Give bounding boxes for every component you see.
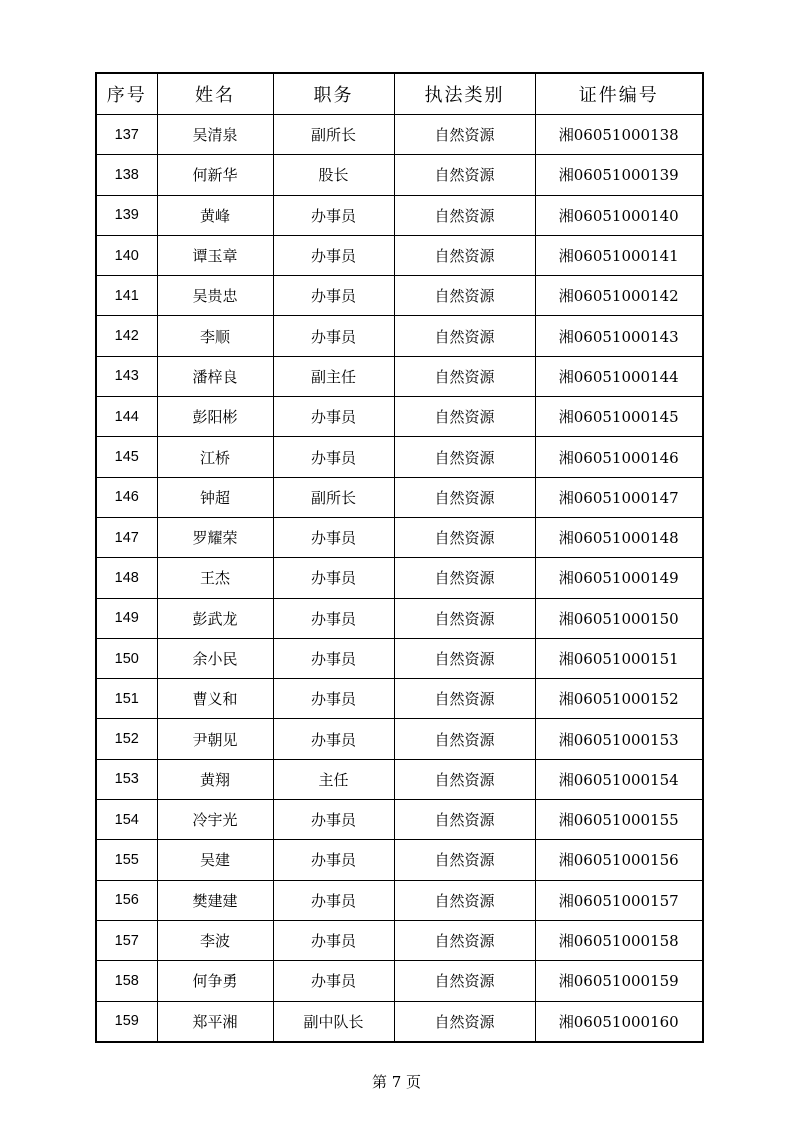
cell-certificate-number: 湘06051000152 [535, 679, 703, 719]
table-row [96, 155, 703, 195]
cell-category: 自然资源 [394, 397, 535, 437]
cell-name: 罗耀荣 [157, 517, 273, 557]
cell-name: 王杰 [157, 558, 273, 598]
roster-table [95, 72, 704, 1043]
cell-serial: 140 [96, 235, 157, 275]
cell-name: 郑平湘 [157, 1001, 273, 1042]
cell-certificate-number: 湘06051000150 [535, 598, 703, 638]
cell-certificate-number: 湘06051000142 [535, 276, 703, 316]
cell-position: 办事员 [273, 920, 394, 960]
cell-position: 办事员 [273, 276, 394, 316]
cell-category: 自然资源 [394, 437, 535, 477]
cell-certificate-number: 湘06051000151 [535, 638, 703, 678]
cell-name: 彭阳彬 [157, 397, 273, 437]
table-row [96, 316, 703, 356]
cell-certificate-number: 湘06051000159 [535, 961, 703, 1001]
cell-serial: 149 [96, 598, 157, 638]
cell-serial: 148 [96, 558, 157, 598]
cell-name: 谭玉章 [157, 235, 273, 275]
cell-certificate-number: 湘06051000144 [535, 356, 703, 396]
cell-position: 股长 [273, 155, 394, 195]
table-row [96, 195, 703, 235]
table-row [96, 638, 703, 678]
cell-category: 自然资源 [394, 638, 535, 678]
cell-position: 副所长 [273, 477, 394, 517]
cell-category: 自然资源 [394, 679, 535, 719]
cell-certificate-number: 湘06051000138 [535, 115, 703, 155]
table-row [96, 719, 703, 759]
cell-category: 自然资源 [394, 920, 535, 960]
cell-serial: 143 [96, 356, 157, 396]
cell-category: 自然资源 [394, 356, 535, 396]
cell-name: 李顺 [157, 316, 273, 356]
cell-category: 自然资源 [394, 1001, 535, 1042]
cell-category: 自然资源 [394, 759, 535, 799]
cell-name: 曹义和 [157, 679, 273, 719]
table-row [96, 679, 703, 719]
cell-category: 自然资源 [394, 840, 535, 880]
cell-position: 副主任 [273, 356, 394, 396]
cell-certificate-number: 湘06051000139 [535, 155, 703, 195]
cell-category: 自然资源 [394, 477, 535, 517]
cell-position: 办事员 [273, 195, 394, 235]
cell-certificate-number: 湘06051000158 [535, 920, 703, 960]
cell-certificate-number: 湘06051000140 [535, 195, 703, 235]
cell-category: 自然资源 [394, 276, 535, 316]
cell-name: 何争勇 [157, 961, 273, 1001]
cell-name: 潘梓良 [157, 356, 273, 396]
cell-serial: 146 [96, 477, 157, 517]
cell-position: 副中队长 [273, 1001, 394, 1042]
header-certificate-number: 证件编号 [535, 73, 703, 115]
table-row [96, 961, 703, 1001]
table-row [96, 356, 703, 396]
cell-position: 办事员 [273, 517, 394, 557]
cell-serial: 145 [96, 437, 157, 477]
cell-position: 办事员 [273, 679, 394, 719]
cell-name: 吴清泉 [157, 115, 273, 155]
table-row [96, 840, 703, 880]
cell-serial: 151 [96, 679, 157, 719]
cell-position: 主任 [273, 759, 394, 799]
cell-category: 自然资源 [394, 800, 535, 840]
cell-serial: 159 [96, 1001, 157, 1042]
cell-serial: 153 [96, 759, 157, 799]
cell-position: 办事员 [273, 598, 394, 638]
cell-certificate-number: 湘06051000147 [535, 477, 703, 517]
cell-category: 自然资源 [394, 115, 535, 155]
cell-name: 江桥 [157, 437, 273, 477]
cell-serial: 142 [96, 316, 157, 356]
cell-category: 自然资源 [394, 195, 535, 235]
cell-serial: 155 [96, 840, 157, 880]
cell-certificate-number: 湘06051000153 [535, 719, 703, 759]
cell-position: 办事员 [273, 880, 394, 920]
cell-serial: 150 [96, 638, 157, 678]
cell-position: 办事员 [273, 558, 394, 598]
cell-name: 黄峰 [157, 195, 273, 235]
cell-certificate-number: 湘06051000141 [535, 235, 703, 275]
cell-category: 自然资源 [394, 316, 535, 356]
cell-name: 何新华 [157, 155, 273, 195]
cell-name: 彭武龙 [157, 598, 273, 638]
cell-position: 办事员 [273, 800, 394, 840]
cell-position: 办事员 [273, 638, 394, 678]
cell-certificate-number: 湘06051000149 [535, 558, 703, 598]
cell-name: 李波 [157, 920, 273, 960]
table-row [96, 800, 703, 840]
table-row [96, 880, 703, 920]
header-serial: 序号 [96, 73, 157, 115]
table-row [96, 235, 703, 275]
cell-position: 副所长 [273, 115, 394, 155]
cell-serial: 144 [96, 397, 157, 437]
cell-category: 自然资源 [394, 558, 535, 598]
cell-category: 自然资源 [394, 961, 535, 1001]
cell-category: 自然资源 [394, 517, 535, 557]
cell-category: 自然资源 [394, 598, 535, 638]
table-row [96, 517, 703, 557]
cell-serial: 152 [96, 719, 157, 759]
cell-serial: 157 [96, 920, 157, 960]
table-row [96, 477, 703, 517]
cell-serial: 141 [96, 276, 157, 316]
cell-name: 余小民 [157, 638, 273, 678]
header-name: 姓名 [157, 73, 273, 115]
cell-name: 吴贵忠 [157, 276, 273, 316]
cell-position: 办事员 [273, 719, 394, 759]
cell-category: 自然资源 [394, 235, 535, 275]
cell-certificate-number: 湘06051000154 [535, 759, 703, 799]
cell-serial: 154 [96, 800, 157, 840]
table-header-row [96, 73, 703, 115]
cell-certificate-number: 湘06051000156 [535, 840, 703, 880]
table-row [96, 276, 703, 316]
table-row [96, 920, 703, 960]
cell-category: 自然资源 [394, 155, 535, 195]
cell-name: 钟超 [157, 477, 273, 517]
cell-serial: 147 [96, 517, 157, 557]
header-position: 职务 [273, 73, 394, 115]
cell-certificate-number: 湘06051000143 [535, 316, 703, 356]
table-row [96, 397, 703, 437]
page-number: 第 7 页 [371, 1073, 422, 1091]
cell-serial: 158 [96, 961, 157, 1001]
cell-category: 自然资源 [394, 880, 535, 920]
cell-position: 办事员 [273, 840, 394, 880]
table-body [96, 115, 703, 1042]
cell-serial: 139 [96, 195, 157, 235]
cell-position: 办事员 [273, 961, 394, 1001]
table-row [96, 759, 703, 799]
cell-certificate-number: 湘06051000145 [535, 397, 703, 437]
cell-certificate-number: 湘06051000148 [535, 517, 703, 557]
cell-position: 办事员 [273, 316, 394, 356]
cell-name: 黄翔 [157, 759, 273, 799]
cell-serial: 138 [96, 155, 157, 195]
cell-certificate-number: 湘06051000155 [535, 800, 703, 840]
table-row [96, 1001, 703, 1042]
cell-name: 尹朝见 [157, 719, 273, 759]
cell-certificate-number: 湘06051000160 [535, 1001, 703, 1042]
table-row [96, 558, 703, 598]
cell-name: 樊建建 [157, 880, 273, 920]
cell-category: 自然资源 [394, 719, 535, 759]
cell-position: 办事员 [273, 397, 394, 437]
cell-serial: 137 [96, 115, 157, 155]
cell-position: 办事员 [273, 235, 394, 275]
cell-position: 办事员 [273, 437, 394, 477]
table-row [96, 115, 703, 155]
cell-name: 冷宇光 [157, 800, 273, 840]
cell-serial: 156 [96, 880, 157, 920]
table-row [96, 437, 703, 477]
cell-certificate-number: 湘06051000146 [535, 437, 703, 477]
table-row [96, 598, 703, 638]
cell-certificate-number: 湘06051000157 [535, 880, 703, 920]
cell-name: 吴建 [157, 840, 273, 880]
header-enforcement-category: 执法类别 [394, 73, 535, 115]
